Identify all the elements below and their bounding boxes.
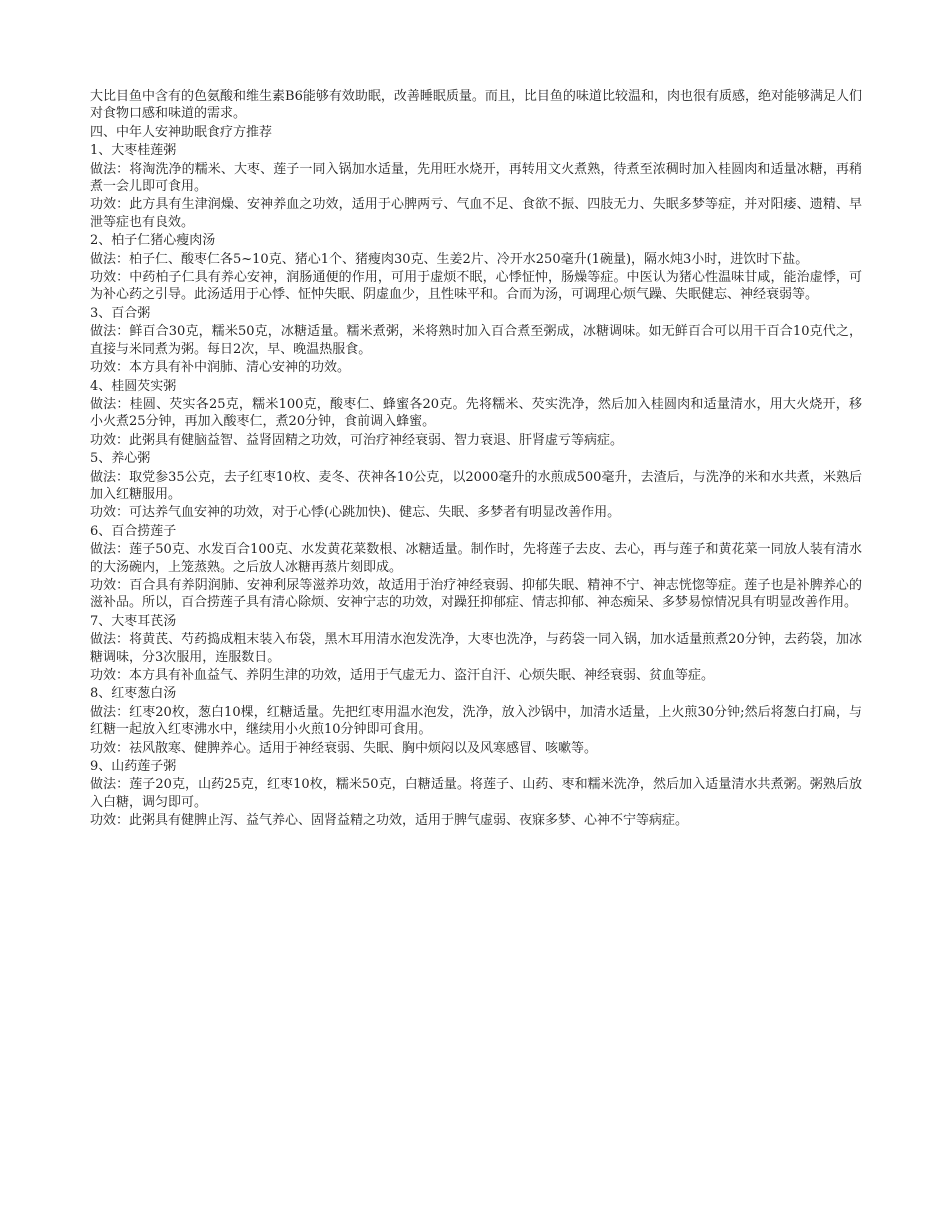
recipe-6 xyxy=(90,523,862,612)
recipe-method: 做法：柏子仁、酸枣仁各5~10克、猪心1个、猪瘦肉30克、生姜2片、冷开水250毫升(1碗量)，隔水炖3小时，进饮时下盐。 xyxy=(90,251,809,267)
recipe-method: 做法：鲜百合30克，糯米50克，冰糖适量。糯米煮粥，米将熟时加入百合煮至粥成，冰糖调味。如无鲜百合可以用干百合10克代之，直接与米同煮为粥。每日2次，早、晚温热服食。 xyxy=(90,324,862,357)
recipe-effect: 功效：此方具有生津润燥、安神养血之功效，适用于心脾两亏、气血不足、食欲不振、四肢无力、失眠多梦等症，并对阳痿、遗精、早泄等症也有良效。 xyxy=(90,197,862,230)
recipe-effect: 功效：此粥具有健脾止泻、益气养心、固肾益精之功效，适用于脾气虚弱、夜寐多梦、心神不宁等病症。 xyxy=(90,813,689,829)
recipe-title: 5、养心粥 xyxy=(90,451,151,467)
recipe-effect: 功效：此粥具有健脑益智、益肾固精之功效，可治疗神经衰弱、智力衰退、肝肾虚亏等病症。 xyxy=(90,432,624,448)
recipe-title: 3、百合粥 xyxy=(90,305,151,321)
recipe-5 xyxy=(90,450,862,522)
recipe-method: 做法：将黄芪、芍药捣成粗末装入布袋，黑木耳用清水泡发洗净，大枣也洗净，与药袋一同入锅，加水适量煎煮20分钟，去药袋，加冰糖调味，分3次服用，连服数日。 xyxy=(90,632,862,665)
recipe-method: 做法：桂圆、芡实各25克，糯米100克，酸枣仁、蜂蜜各20克。先将糯米、芡实洗净，然后加入桂圆肉和适量清水，用大火烧开，移小火煮25分钟，再加入酸枣仁，煮20分钟，食前调入蜂蜜。 xyxy=(90,396,862,430)
recipe-effect: 功效：本方具有补中润肺、清心安神的功效。 xyxy=(90,360,351,376)
recipe-effect: 功效：可达养气血安神的功效，对于心悸(心跳加快)、健忘、失眠、多梦者有明显改善作用。 xyxy=(90,505,621,521)
recipe-8 xyxy=(90,685,862,757)
recipe-title: 6、百合捞莲子 xyxy=(90,523,177,539)
section-title: 四、中年人安神助眠食疗方推荐 xyxy=(90,124,273,140)
recipe-4 xyxy=(90,378,862,450)
recipe-title: 9、山药莲子粥 xyxy=(90,759,177,775)
recipe-title: 1、大枣桂莲粥 xyxy=(90,143,177,159)
intro-paragraph: 大比目鱼中含有的色氨酸和维生素B6能够有效助眠，改善睡眠质量。而且，比目鱼的味道比较温和，肉也很有质感，绝对能够满足人们对食物口感和味道的需求。 xyxy=(90,89,862,122)
recipe-3 xyxy=(90,305,862,377)
recipe-9 xyxy=(90,758,862,830)
recipe-method: 做法：莲子20克，山药25克，红枣10枚，糯米50克，白糖适量。将莲子、山药、枣和糯米洗净，然后加入适量清水共煮粥。粥熟后放入白糖，调匀即可。 xyxy=(90,777,862,810)
recipe-title: 7、大枣耳芪汤 xyxy=(90,613,177,629)
recipe-method: 做法：将淘洗净的糯米、大枣、莲子一同入锅加水适量，先用旺水烧开，再转用文火煮熟，待煮至浓稠时加入桂圆肉和适量冰糖，再稍煮一会儿即可食用。 xyxy=(90,161,862,195)
document-body xyxy=(90,88,862,831)
recipe-effect: 功效：本方具有补血益气、养阴生津的功效，适用于气虚无力、盗汗自汗、心烦失眠、神经衰弱、贫血等症。 xyxy=(90,668,715,683)
recipe-2 xyxy=(90,232,862,304)
recipe-effect: 功效：百合具有养阴润肺、安神利尿等滋养功效，故适用于治疗神经衰弱、抑郁失眠、精神不宁、神志恍惚等症。莲子也是补脾养心的滋补品。所以，百合捞莲子具有清心除烦、安神宁志的功效，对躁狂抑郁症、情志抑郁、神态痴呆、多梦易惊情况具有明显改善作用。 xyxy=(90,577,862,611)
recipe-1 xyxy=(90,142,862,231)
recipe-title: 4、桂圆芡实粥 xyxy=(90,378,177,394)
recipe-method: 做法：红枣20枚，葱白10棵，红糖适量。先把红枣用温水泡发，洗净，放入沙锅中，加清水适量，上火煎30分钟;然后将葱白打扁，与红糖一起放入红枣沸水中，继续用小火煎10分钟即可食用。 xyxy=(90,704,862,738)
recipe-7 xyxy=(90,613,862,685)
recipe-method: 做法：莲子50克、水发百合100克、水发黄花菜数根、冰糖适量。制作时，先将莲子去皮、去心，再与莲子和黄花菜一同放人装有清水的大汤碗内，上笼蒸熟。之后放人冰糖再蒸片刻即成。 xyxy=(90,542,862,575)
recipe-title: 2、柏子仁猪心瘦肉汤 xyxy=(90,233,216,249)
recipe-method: 做法：取党参35公克，去子红枣10枚、麦冬、茯神各10公克，以2000毫升的水煎成500毫升，去渣后，与洗净的米和水共煮，米熟后加入红糖服用。 xyxy=(90,469,862,502)
recipe-effect: 功效：祛风散寒、健脾养心。适用于神经衰弱、失眠、胸中烦闷以及风寒感冒、咳嗽等。 xyxy=(90,740,598,756)
recipe-title: 8、红枣葱白汤 xyxy=(90,686,177,702)
recipe-effect: 功效：中药柏子仁具有养心安神，润肠通便的作用，可用于虚烦不眠，心悸怔忡，肠燥等症。中医认为猪心性温味甘咸，能治虚悸，可为补心药之引导。此汤适用于心悸、怔忡失眠、阴虚血少，且性味平和。合而为汤，可调理心烦气躁、失眠健忘、神经衰弱等。 xyxy=(90,270,862,303)
